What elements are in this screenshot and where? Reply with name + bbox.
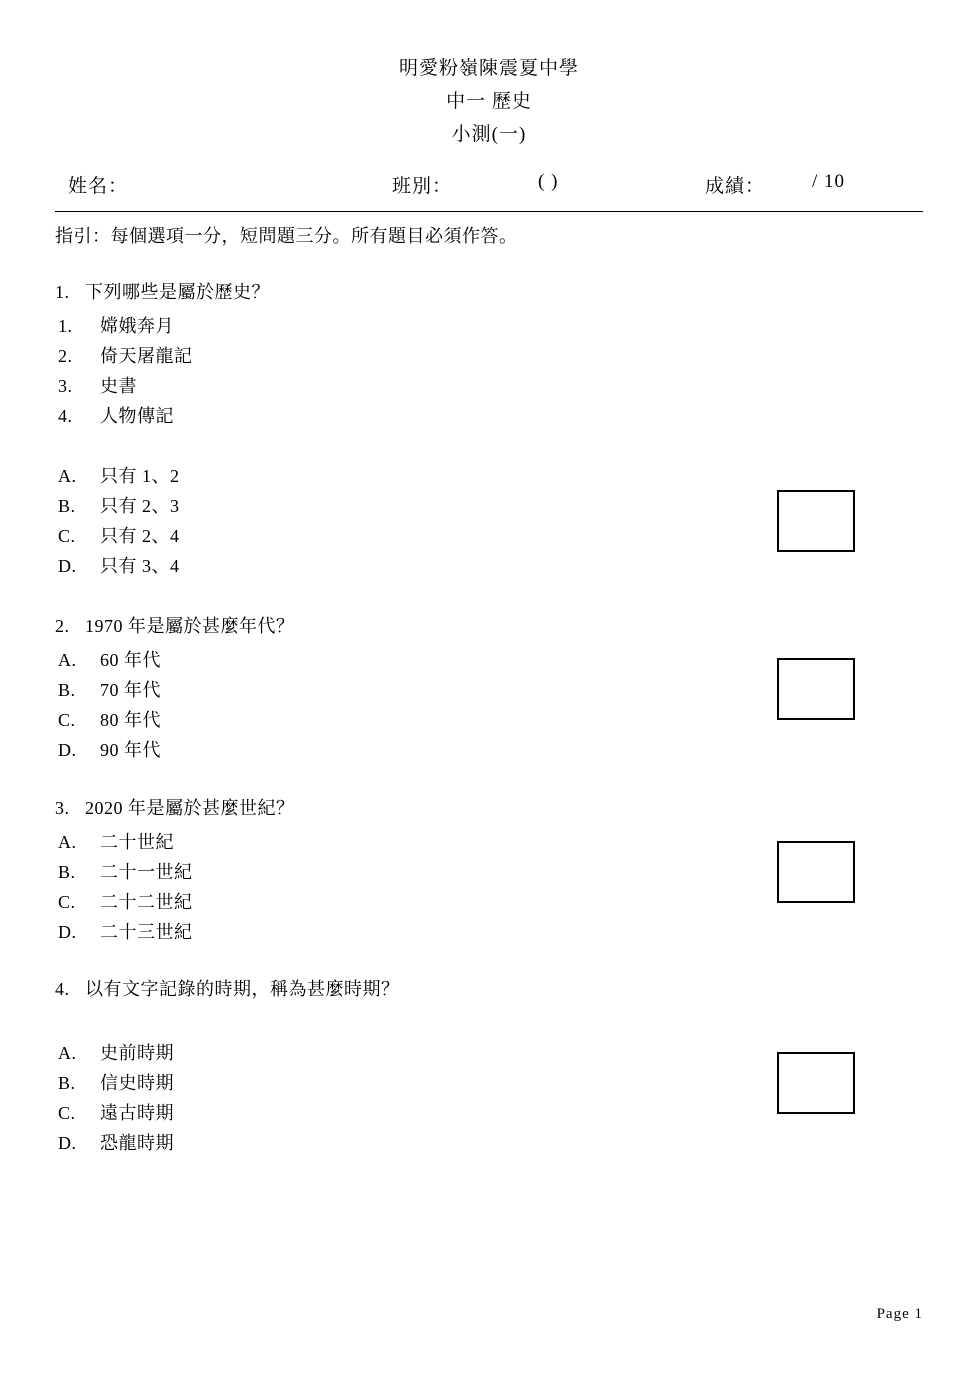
list-item xyxy=(55,341,923,371)
option-text: 只有 3、4 xyxy=(100,556,180,576)
question-number: 4. xyxy=(55,979,70,999)
option-text: 二十三世紀 xyxy=(100,922,193,942)
option-label: B. xyxy=(58,496,76,516)
subject-line: 中一 歷史 xyxy=(446,91,532,112)
question-number: 1. xyxy=(55,282,70,302)
option-text: 史前時期 xyxy=(100,1043,174,1063)
score-label: 成績： xyxy=(705,176,766,197)
option-text: 80 年代 xyxy=(100,710,161,730)
option-text: 二十世紀 xyxy=(100,832,174,852)
option-text: 只有 2、4 xyxy=(100,526,180,546)
class-label: 班別： xyxy=(392,176,453,197)
question-text: 2020 年是屬於甚麼世紀？ xyxy=(85,798,295,818)
list-item xyxy=(55,461,923,491)
question-block xyxy=(55,612,923,765)
option-label: C. xyxy=(58,526,76,546)
school-name: 明愛粉嶺陳震夏中學 xyxy=(398,58,579,79)
assessment-title: 小測(一) xyxy=(451,124,527,145)
question-title xyxy=(55,975,923,1001)
question-number: 3. xyxy=(55,798,70,818)
question-text: 1970 年是屬於甚麼年代？ xyxy=(85,616,295,636)
question-block xyxy=(55,975,923,1158)
question-sub-items xyxy=(55,311,923,431)
question-number: 2. xyxy=(55,616,70,636)
option-text: 只有 1、2 xyxy=(100,466,180,486)
option-text: 二十二世紀 xyxy=(100,892,193,912)
list-item xyxy=(55,735,923,765)
list-item xyxy=(55,401,923,431)
student-info-row xyxy=(0,171,978,205)
sub-item-text: 倚天屠龍記 xyxy=(100,346,193,366)
option-label: A. xyxy=(58,650,77,670)
list-item xyxy=(55,551,923,581)
header-divider xyxy=(55,211,923,212)
option-text: 只有 2、3 xyxy=(100,496,180,516)
option-text: 遠古時期 xyxy=(100,1103,174,1123)
class-number-parenthesis: ( ) xyxy=(538,171,559,192)
question-block xyxy=(55,794,923,947)
option-label: C. xyxy=(58,1103,76,1123)
answer-box[interactable] xyxy=(777,1052,855,1114)
question-title xyxy=(55,612,923,638)
option-label: A. xyxy=(58,1043,77,1063)
sub-item-label: 4. xyxy=(58,406,73,426)
question-text: 下列哪些是屬於歷史？ xyxy=(85,282,270,302)
sub-item-text: 人物傳記 xyxy=(100,406,174,426)
sub-item-label: 3. xyxy=(58,376,73,396)
spacer xyxy=(55,1008,923,1038)
name-label: 姓名： xyxy=(68,176,129,197)
question-text: 以有文字記錄的時期，稱為甚麼時期？ xyxy=(85,979,400,999)
list-item xyxy=(55,371,923,401)
question-title xyxy=(55,278,923,304)
answer-box[interactable] xyxy=(777,841,855,903)
list-item xyxy=(55,1128,923,1158)
spacer xyxy=(55,431,923,461)
sub-item-label: 1. xyxy=(58,316,73,336)
option-label: A. xyxy=(58,832,77,852)
option-text: 70 年代 xyxy=(100,680,161,700)
option-text: 信史時期 xyxy=(100,1073,174,1093)
option-label: D. xyxy=(58,740,77,760)
option-label: A. xyxy=(58,466,77,486)
option-text: 二十一世紀 xyxy=(100,862,193,882)
option-label: D. xyxy=(58,922,77,942)
option-label: B. xyxy=(58,680,76,700)
option-label: C. xyxy=(58,892,76,912)
option-text: 恐龍時期 xyxy=(100,1133,174,1153)
instructions-text: 指引：每個選項一分，短問題三分。所有題目必須作答。 xyxy=(55,226,518,246)
answer-box[interactable] xyxy=(777,490,855,552)
list-item xyxy=(55,311,923,341)
option-label: D. xyxy=(58,556,77,576)
option-text: 90 年代 xyxy=(100,740,161,760)
document-header xyxy=(0,0,978,151)
sub-item-text: 嫦娥奔月 xyxy=(100,316,174,336)
question-block xyxy=(55,278,923,581)
score-total: / 10 xyxy=(812,171,846,192)
option-label: B. xyxy=(58,1073,76,1093)
question-title xyxy=(55,794,923,820)
list-item xyxy=(55,917,923,947)
page-footer: Page 1 xyxy=(876,1306,923,1322)
option-label: D. xyxy=(58,1133,77,1153)
sub-item-text: 史書 xyxy=(100,376,137,396)
option-label: B. xyxy=(58,862,76,882)
option-text: 60 年代 xyxy=(100,650,161,670)
sub-item-label: 2. xyxy=(58,346,73,366)
option-label: C. xyxy=(58,710,76,730)
answer-box[interactable] xyxy=(777,658,855,720)
questions-container xyxy=(55,278,923,1158)
